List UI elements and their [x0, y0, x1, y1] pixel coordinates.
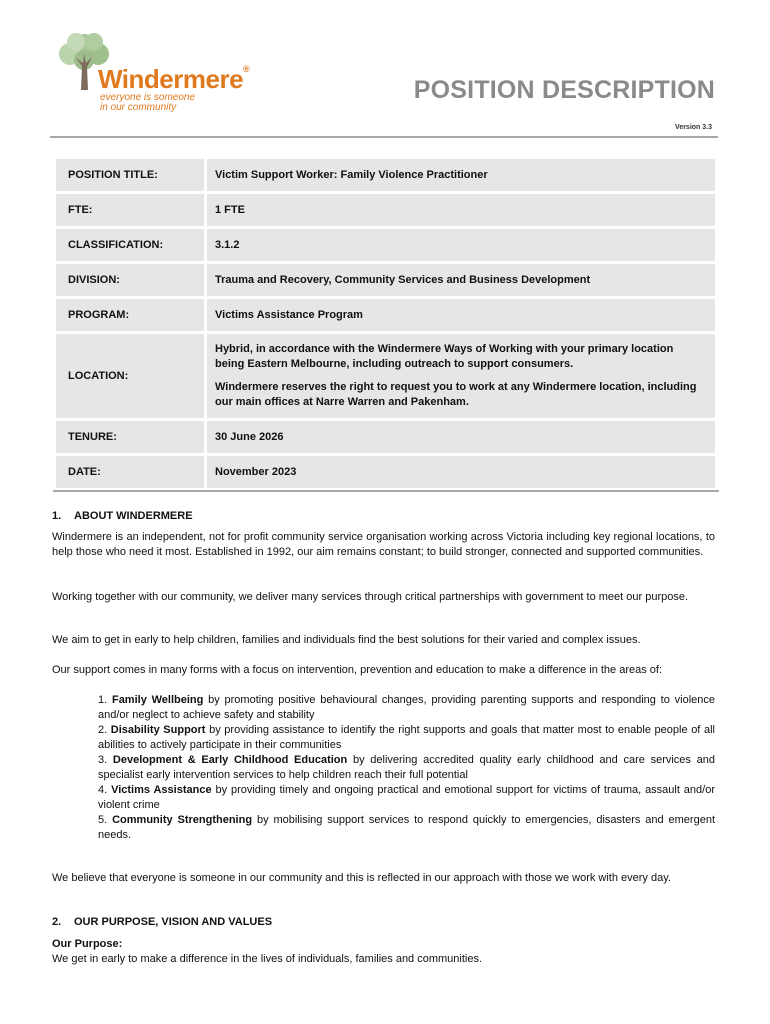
logo-tagline: everyone is someone in our community: [100, 92, 196, 113]
table-row: [56, 299, 715, 331]
location-label: LOCATION:: [56, 334, 204, 418]
about-paragraph-1: Windermere is an independent, not for profit community service organisation working across Victoria including key regional locations, to help those who need it most. Established in 1992, our aim remains constant; to build stronger, connected and supported communities.: [52, 531, 715, 558]
fte-value: 1 FTE: [207, 194, 715, 226]
header-divider: [50, 136, 718, 138]
tenure-value: 30 June 2026: [207, 421, 715, 453]
location-value: [207, 334, 715, 418]
purpose-label: Our Purpose:: [52, 938, 123, 950]
fte-label: FTE:: [56, 194, 204, 226]
location-primary: Hybrid, in accordance with the Windermere Ways of Working with your primary location being Eastern Melbourne, including outreach to support consumers.: [215, 343, 674, 370]
division-label: DIVISION:: [56, 264, 204, 296]
classification-value: 3.1.2: [207, 229, 715, 261]
position-title-value: Victim Support Worker: Family Violence Practitioner: [207, 159, 715, 191]
list-item: 5. Community Strengthening by mobilising support services to respond quickly to emergencies, disasters and emergent needs.: [98, 814, 715, 841]
table-row: [56, 456, 715, 488]
table-row: [56, 264, 715, 296]
location-note: Windermere reserves the right to request you to work at any Windermere location, including our main offices at Narre Warren and Pakenham.: [215, 381, 697, 408]
program-value: Victims Assistance Program: [207, 299, 715, 331]
about-paragraph-5: We believe that everyone is someone in our community and this is reflected in our approach with those we work with every day.: [52, 872, 671, 884]
purpose-text: We get in early to make a difference in the lives of individuals, families and communities.: [52, 953, 483, 965]
date-value: November 2023: [207, 456, 715, 488]
list-item: 1. Family Wellbeing by promoting positive behavioural changes, providing parenting supports and responding to violence and/or neglect to achieve safety and stability: [98, 694, 715, 721]
service-areas-list: [52, 693, 715, 843]
division-value: Trauma and Recovery, Community Services and Business Development: [207, 264, 715, 296]
tenure-label: TENURE:: [56, 421, 204, 453]
list-item: 2. Disability Support by providing assistance to identify the right supports and goals that matter most to enable people of all abilities to actively participate in their communities: [98, 724, 715, 751]
section-heading-purpose: 2. OUR PURPOSE, VISION AND VALUES: [52, 916, 273, 928]
list-item: 4. Victims Assistance by providing timely and ongoing practical and emotional support for victims of trauma, assault and/or violent crime: [98, 784, 715, 811]
about-paragraph-2: Working together with our community, we deliver many services through critical partnerships with government to meet our purpose.: [52, 591, 689, 603]
table-row: [56, 194, 715, 226]
table-bottom-divider: [53, 490, 719, 492]
table-row: [56, 334, 715, 418]
page-title: POSITION DESCRIPTION: [413, 76, 715, 104]
position-info-table: [53, 156, 718, 491]
table-row: [56, 159, 715, 191]
logo-wordmark: Windermere®: [98, 64, 250, 94]
classification-label: CLASSIFICATION:: [56, 229, 204, 261]
program-label: PROGRAM:: [56, 299, 204, 331]
date-label: DATE:: [56, 456, 204, 488]
table-row: [56, 229, 715, 261]
list-item: 3. Development & Early Childhood Education by delivering accredited quality early childhood and care services and specialist early intervention services to help children reach their full potential: [98, 754, 715, 781]
table-row: [56, 421, 715, 453]
about-paragraph-3: We aim to get in early to help children, families and individuals find the best solutions for their varied and complex issues.: [52, 634, 641, 646]
about-paragraph-4: Our support comes in many forms with a focus on intervention, prevention and education to make a difference in the areas of:: [52, 664, 663, 676]
position-title-label: POSITION TITLE:: [56, 159, 204, 191]
version-label: Version 3.3: [675, 124, 712, 131]
windermere-logo: [54, 30, 254, 120]
section-heading-about: 1. ABOUT WINDERMERE: [52, 510, 193, 522]
